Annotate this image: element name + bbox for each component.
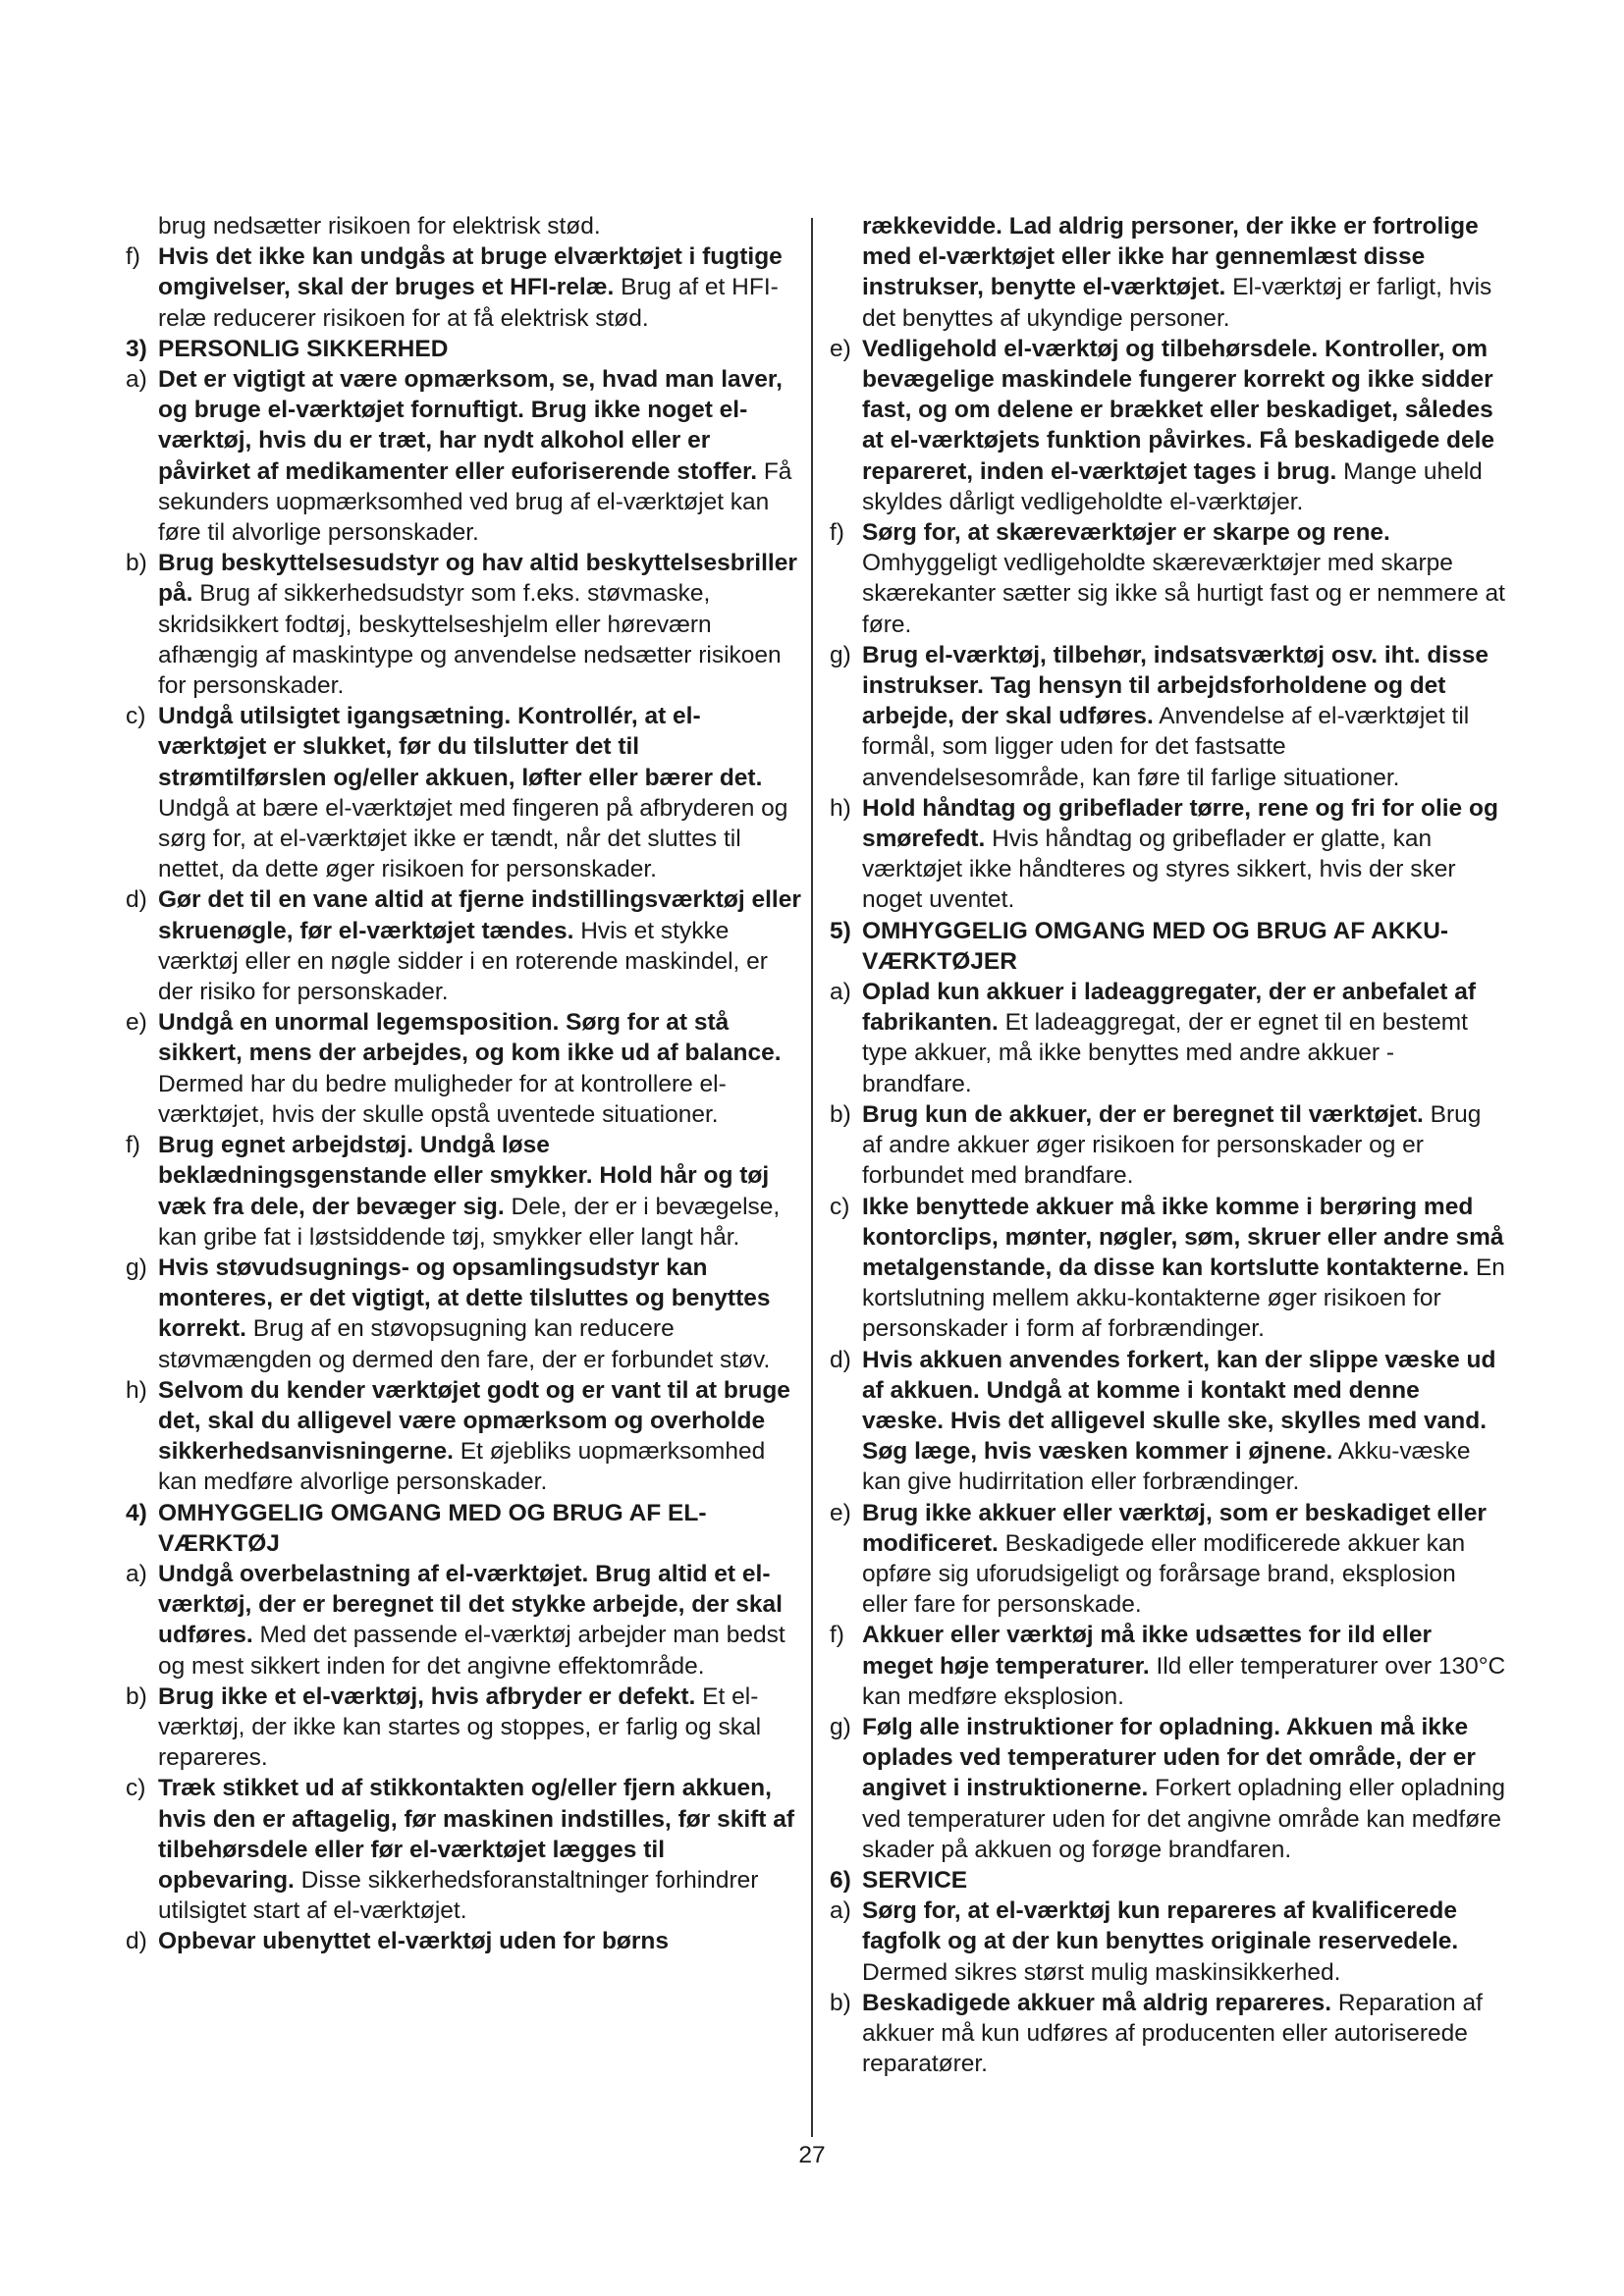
explanation-text: Beskadigede eller modificerede akkuer kan opføre sig uforudsigeligt og forårsage brand, eksplosion eller fare for personskade. xyxy=(862,1529,1466,1619)
item-marker: f) xyxy=(126,1132,140,1159)
item-marker: b) xyxy=(830,1100,851,1128)
list-item xyxy=(830,1192,1507,1345)
item-marker: c) xyxy=(126,1775,146,1802)
item-marker: g) xyxy=(126,1254,147,1281)
bold-instruction: Hvis støvudsugnings- og opsamlingsudstyr kan monteres, er det vigtigt, at dette tilsluttes og benyttes korrekt. xyxy=(158,1254,771,1343)
explanation-text: brug nedsætter risikoen for elektrisk stød. xyxy=(158,213,601,240)
bold-instruction: Sørg for, at el-værktøj kun repareres af kvalificerede fagfolk og at der kun benyttes originale reservedele. xyxy=(862,1897,1459,1955)
item-marker: c) xyxy=(830,1193,850,1220)
item-marker: f) xyxy=(830,519,844,547)
continued-paragraph xyxy=(126,211,803,241)
list-item xyxy=(126,1375,803,1498)
bold-instruction: Hold håndtag og gribeflader tørre, rene og fri for olie og smørefedt. xyxy=(862,794,1498,853)
list-item xyxy=(126,1926,803,1956)
explanation-text: Hvis håndtag og gribeflader er glatte, kan værktøjet ikke håndteres og styres sikkert, hvis der sker noget uventet. xyxy=(862,826,1456,914)
item-marker: d) xyxy=(126,886,147,914)
bold-instruction: Opbevar ubenyttet el-værktøj uden for børns xyxy=(158,1928,670,1955)
bold-instruction: Undgå en unormal legemsposition. Sørg for at stå sikkert, mens der arbejdes, og kom ikke ud af balance. xyxy=(158,1009,782,1067)
item-marker: f) xyxy=(830,1622,844,1649)
item-marker: a) xyxy=(126,366,147,394)
item-marker: e) xyxy=(830,1499,851,1526)
section-heading xyxy=(830,1865,1507,1896)
bold-instruction: Brug kun de akkuer, der er beregnet til værktøjet. xyxy=(862,1100,1424,1128)
column-divider xyxy=(811,218,813,2137)
explanation-text: Omhyggeligt vedligeholdte skæreværktøjer med skarpe skærekanter sætter sig ikke så hurtigt fast og er nemmere at føre. xyxy=(862,550,1505,638)
bold-instruction: Vedligehold el-værktøj og tilbehørsdele. Kontroller, om bevægelige maskindele fungerer korrekt og ikke sidder fast, og om delene er brækket eller beskadiget, således at el-værktøjets funktion påvirkes. Få beskadigede dele repareret, inden el-værktøjet tages i brug. xyxy=(862,335,1495,485)
item-marker: b) xyxy=(830,1989,851,2016)
explanation-text: Dermed har du bedre muligheder for at kontrollere el-værktøjet, hvis der skulle opstå uventede situationer. xyxy=(158,1070,727,1128)
item-marker: d) xyxy=(830,1346,851,1373)
bold-instruction: Sørg for, at skæreværktøjer er skarpe og rene. xyxy=(862,519,1390,547)
item-marker: c) xyxy=(126,703,146,730)
section-number: 6) xyxy=(830,1866,851,1894)
explanation-text: Et øjebliks uopmærksomhed kan medføre alvorlige personskader. xyxy=(158,1438,766,1496)
item-marker: h) xyxy=(830,794,851,822)
list-item xyxy=(830,517,1507,640)
bold-instruction: Selvom du kender værktøjet godt og er vant til at bruge det, skal du alligevel være opmærksom og overholde sikkerhedsanvisningerne. xyxy=(158,1376,790,1466)
section-heading xyxy=(830,916,1507,977)
bold-instruction: rækkevidde. Lad aldrig personer, der ikke er fortrolige med el-værktøjet eller ikke har gennemlæst disse instrukser, benytte el-værktøjet. xyxy=(862,213,1479,301)
list-item xyxy=(830,1712,1507,1865)
explanation-text: Brug af en støvopsugning kan reducere støvmængden og dermed den fare, der er forbundet støv. xyxy=(158,1315,771,1373)
explanation-text: Brug af sikkerhedsudstyr som f.eks. støvmaske, skridsikkert fodtøj, beskyttelseshjelm eller høreværn afhængig af maskintype og anvendelse nedsætter risikoen for personskader. xyxy=(158,580,782,700)
list-item xyxy=(126,241,803,334)
bold-instruction: Brug beskyttelsesudstyr og hav altid beskyttelsesbriller på. xyxy=(158,550,797,608)
bold-instruction: Hvis akkuen anvendes forkert, kan der slippe væske ud af akkuen. Undgå at komme i kontakt med denne væske. Hvis det alligevel skulle ske, skylles med vand. Søg læge, hvis væsken kommer i øjnene. xyxy=(862,1346,1496,1466)
section-number: 5) xyxy=(830,917,851,944)
list-item xyxy=(830,1620,1507,1712)
bold-instruction: Gør det til en vane altid at fjerne indstillingsværktøj eller skruenøgle, før el-værktøjet tændes. xyxy=(158,886,801,944)
bold-instruction: PERSONLIG SIKKERHED xyxy=(158,335,449,362)
list-item xyxy=(830,1988,1507,2080)
bold-instruction: OMHYGGELIG OMGANG MED OG BRUG AF AKKU-VÆRKTØJER xyxy=(862,917,1449,975)
explanation-text: Dele, der er i bevægelse, kan gribe fat i løstsiddende tøj, smykker eller langt hår. xyxy=(158,1193,781,1251)
list-item xyxy=(830,1345,1507,1498)
list-item xyxy=(830,640,1507,793)
bold-instruction: Det er vigtigt at være opmærksom, se, hvad man laver, og bruge el-værktøjet fornuftigt. Brug ikke noget el-værktøj, hvis du er træt, har nydt alkohol eller er påvirket af medikamenter eller euforiserende stoffer. xyxy=(158,366,783,485)
explanation-text: Dermed sikres størst mulig maskinsikkerhed. xyxy=(862,1958,1341,1986)
bold-instruction: Akkuer eller værktøj må ikke udsættes for ild eller meget høje temperaturer. xyxy=(862,1622,1433,1680)
list-item xyxy=(126,1007,803,1130)
explanation-text: Få sekunders uopmærksomhed ved brug af el-værktøjet kan føre til alvorlige personskader. xyxy=(158,457,792,547)
item-marker: d) xyxy=(126,1928,147,1955)
item-marker: a) xyxy=(830,979,851,1006)
explanation-text: En kortslutning mellem akku-kontakterne øger risikoen for personskader i form af forbrændinger. xyxy=(862,1254,1505,1343)
bold-instruction: Oplad kun akkuer i ladeaggregater, der er anbefalet af fabrikanten. xyxy=(862,979,1476,1037)
list-item xyxy=(830,793,1507,916)
explanation-text: Et el-værktøj, der ikke kan startes og stoppes, er farlig og skal repareres. xyxy=(158,1682,762,1772)
item-marker: h) xyxy=(126,1376,147,1404)
continued-paragraph xyxy=(830,211,1507,334)
list-item xyxy=(126,548,803,701)
bold-instruction: Beskadigede akkuer må aldrig repareres. xyxy=(862,1989,1332,2016)
left-column xyxy=(126,211,803,1957)
bold-instruction: Hvis det ikke kan undgås at bruge elværktøjet i fugtige omgivelser, skal der bruges et HFI-relæ. xyxy=(158,243,783,301)
list-item xyxy=(126,364,803,548)
item-marker: g) xyxy=(830,641,851,668)
list-item xyxy=(830,1099,1507,1192)
bold-instruction: Træk stikket ud af stikkontakten og/eller fjern akkuen, hvis den er aftagelig, før maskinen indstilles, før skift af tilbehørsdele eller før el-værktøjet lægges til opbevaring. xyxy=(158,1775,795,1894)
explanation-text: Et ladeaggregat, der er egnet til en bestemt type akkuer, må ikke benyttes med andre akkuer - brandfare. xyxy=(862,1009,1468,1097)
explanation-text: Forkert opladning eller opladning ved temperaturer uden for det angivne område kan medføre skader på akkuen og forøge brandfaren. xyxy=(862,1775,1505,1863)
explanation-text: Undgå at bære el-værktøjet med fingeren på afbryderen og sørg for, at el-værktøjet ikke er tændt, når det sluttes til nettet, da dette øger risikoen for personskader. xyxy=(158,794,788,883)
section-heading xyxy=(126,1498,803,1559)
explanation-text: Anvendelse af el-værktøjet til formål, som ligger uden for det fastsatte anvendelsesområde, kan føre til farlige situationer. xyxy=(862,703,1470,791)
list-item xyxy=(830,1498,1507,1621)
item-marker: e) xyxy=(126,1009,147,1037)
item-marker: a) xyxy=(830,1897,851,1925)
bold-instruction: Brug egnet arbejdstøj. Undgå løse beklædningsgenstande eller smykker. Hold hår og tøj væk fra dele, der bevæger sig. xyxy=(158,1132,770,1220)
list-item xyxy=(126,1773,803,1926)
list-item xyxy=(830,1896,1507,1988)
item-marker: a) xyxy=(126,1560,147,1587)
explanation-text: Brug af et HFI-relæ reducerer risikoen for at få elektrisk stød. xyxy=(158,274,779,332)
explanation-text: Med det passende el-værktøj arbejder man bedst og mest sikkert inden for det angivne effektområde. xyxy=(158,1622,785,1680)
explanation-text: Akku-væske kan give hudirritation eller forbrændinger. xyxy=(862,1438,1471,1496)
item-marker: b) xyxy=(126,1682,147,1710)
section-number: 4) xyxy=(126,1499,147,1526)
explanation-text: Disse sikkerhedsforanstaltninger forhindrer utilsigtet start af el-værktøjet. xyxy=(158,1866,759,1925)
bold-instruction: Følg alle instruktioner for opladning. Akkuen må ikke oplades ved temperaturer uden for det område, der er angivet i instruktionerne. xyxy=(862,1713,1476,1802)
list-item xyxy=(830,334,1507,517)
item-marker: e) xyxy=(830,335,851,362)
bold-instruction: Ikke benyttede akkuer må ikke komme i berøring med kontorclips, mønter, nøgler, søm, skruer eller andre små metalgenstande, da disse kan kortslutte kontakterne. xyxy=(862,1193,1504,1281)
bold-instruction: Undgå overbelastning af el-værktøjet. Brug altid et el-værktøj, der er beregnet til det stykke arbejde, der skal udføres. xyxy=(158,1560,783,1649)
list-item xyxy=(126,1253,803,1375)
section-number: 3) xyxy=(126,335,147,362)
bold-instruction: Brug ikke akkuer eller værktøj, som er beskadiget eller modificeret. xyxy=(862,1499,1487,1557)
explanation-text: Ild eller temperaturer over 130°C kan medføre eksplosion. xyxy=(862,1652,1506,1710)
explanation-text: Mange uheld skyldes dårligt vedligeholdte el-værktøjer. xyxy=(862,457,1483,515)
page-number: 27 xyxy=(798,2142,826,2168)
explanation-text: Brug af andre akkuer øger risikoen for personskader og er forbundet med brandfare. xyxy=(862,1100,1482,1190)
bold-instruction: SERVICE xyxy=(862,1866,968,1894)
list-item xyxy=(126,884,803,1007)
section-heading xyxy=(126,334,803,364)
bold-instruction: Brug el-værktøj, tilbehør, indsatsværktøj osv. iht. disse instrukser. Tag hensyn til arbejdsforholdene og det arbejde, der skal udføres. xyxy=(862,641,1489,730)
item-marker: b) xyxy=(126,550,147,577)
right-column xyxy=(830,211,1507,2079)
explanation-text: El-værktøj er farligt, hvis det benyttes af ukyndige personer. xyxy=(862,274,1492,332)
bold-instruction: Undgå utilsigtet igangsætning. Kontrollér, at el-værktøjet er slukket, før du tilslutter det til strømtilførslen og/eller akkuen, løfter eller bærer det. xyxy=(158,703,763,791)
list-item xyxy=(126,701,803,884)
explanation-text: Hvis et stykke værktøj eller en nøgle sidder i en roterende maskindel, er der risiko for personskader. xyxy=(158,917,768,1006)
list-item xyxy=(126,1130,803,1253)
item-marker: f) xyxy=(126,243,140,271)
list-item xyxy=(126,1559,803,1682)
list-item xyxy=(830,977,1507,1099)
list-item xyxy=(126,1682,803,1774)
item-marker: g) xyxy=(830,1713,851,1740)
explanation-text: Reparation af akkuer må kun udføres af producenten eller autoriserede reparatører. xyxy=(862,1989,1483,2078)
bold-instruction: OMHYGGELIG OMGANG MED OG BRUG AF EL-VÆRKTØJ xyxy=(158,1499,707,1557)
bold-instruction: Brug ikke et el-værktøj, hvis afbryder er defekt. xyxy=(158,1682,696,1710)
